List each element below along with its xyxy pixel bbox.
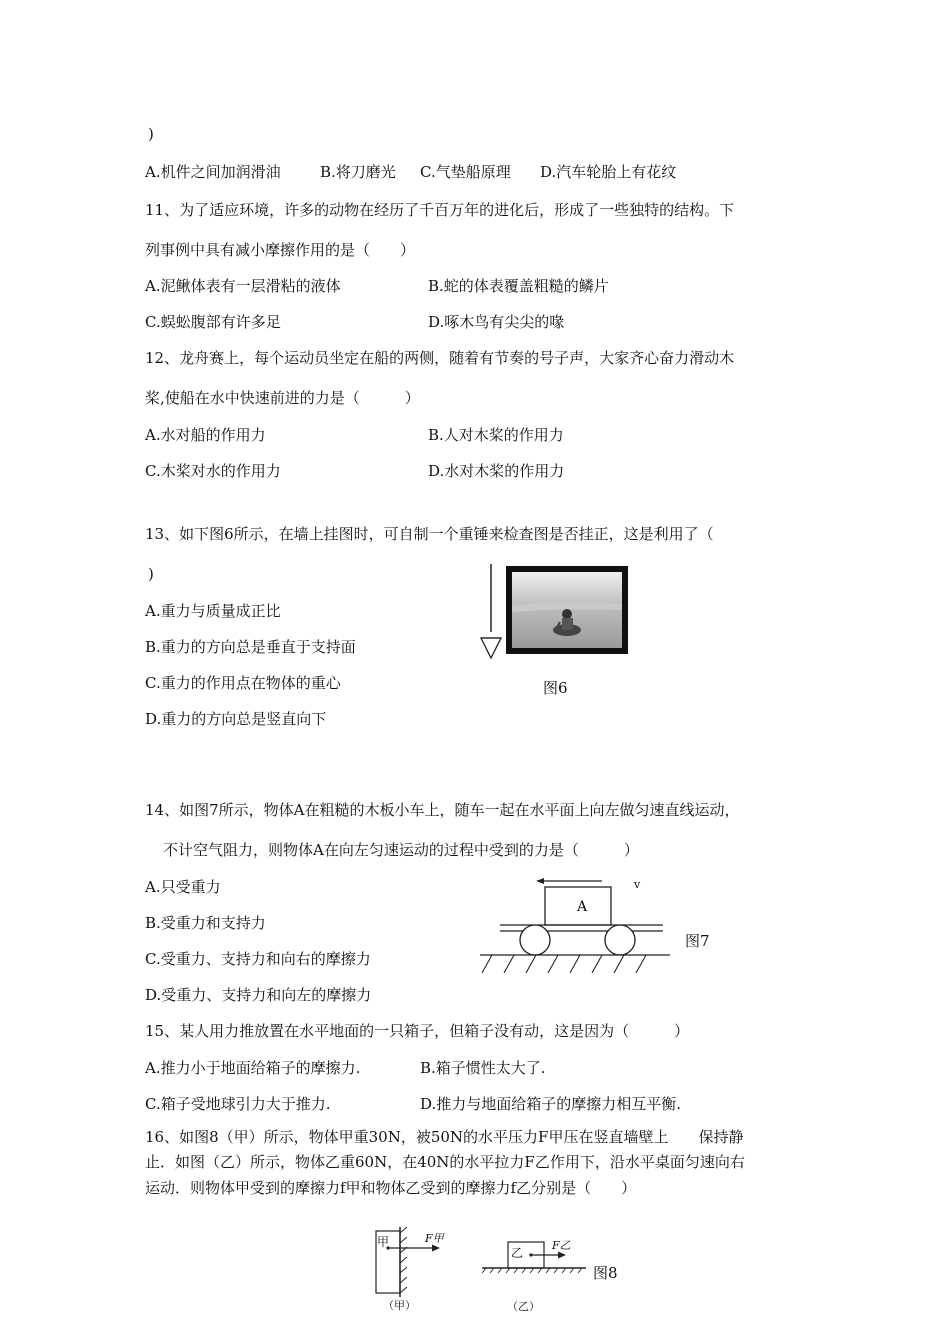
q10-option-c: C.气垫船原理	[420, 163, 511, 181]
q15-option-a: A.推力小于地面给箱子的摩擦力.	[145, 1059, 361, 1077]
q13-stem-line1: 13、如下图6所示，在墙上挂图时，可自制一个重锤来检查图是否挂正，这是利用了（	[145, 525, 714, 543]
q12-stem-line2: 桨,使船在水中快速前进的力是（ ）	[145, 389, 420, 407]
q16-stem-line3: 运动．则物体甲受到的摩擦力f甲和物体乙受到的摩擦力f乙分别是（ ）	[145, 1179, 637, 1197]
figure-8-yi-force-label: F乙	[552, 1239, 571, 1252]
q12-option-c: C.木桨对水的作用力	[145, 462, 281, 480]
q14-option-c: C.受重力、支持力和向右的摩擦力	[145, 950, 371, 968]
figure-8-jia-block-label: 甲	[377, 1235, 390, 1249]
figure-7-block-label: A	[577, 899, 588, 915]
figure-6-caption: 图6	[543, 679, 568, 697]
q10-option-a: A.机件之间加润滑油	[145, 163, 281, 181]
q11-option-c: C.蜈蚣腹部有许多足	[145, 313, 281, 331]
q12-option-b: B.人对木桨的作用力	[428, 426, 564, 444]
figure-7-velocity-label: v	[634, 878, 641, 891]
q15-option-c: C.箱子受地球引力大于推力.	[145, 1095, 331, 1113]
q15-option-d: D.推力与地面给箱子的摩擦力相互平衡.	[420, 1095, 682, 1113]
figure-8-jia-force-label: F甲	[425, 1232, 444, 1245]
q13-option-b: B.重力的方向总是垂直于支持面	[145, 638, 356, 656]
q15-stem-line1: 15、某人用力推放置在水平地面的一只箱子，但箱子没有动，这是因为（ ）	[145, 1022, 690, 1040]
q13-option-a: A.重力与质量成正比	[145, 602, 281, 620]
q12-option-a: A.水对船的作用力	[145, 426, 266, 444]
q16-stem-line1: 16、如图8（甲）所示，物体甲重30N，被50N的水平压力F甲压在竖直墙壁上 保持静	[145, 1128, 744, 1146]
q15-option-b: B.箱子惯性太大了.	[420, 1059, 546, 1077]
q10-option-d: D.汽车轮胎上有花纹	[540, 163, 677, 181]
q14-option-b: B.受重力和支持力	[145, 914, 266, 932]
q12-option-d: D.水对木桨的作用力	[428, 462, 565, 480]
figure-6-plumb-and-picture	[470, 560, 640, 665]
q11-stem-line2: 列事例中具有减小摩擦作用的是（ ）	[145, 241, 416, 259]
figure-8-yi-block-label: 乙	[511, 1246, 524, 1260]
figure-7-cart-diagram	[478, 872, 678, 982]
q13-stem-line2: )	[148, 565, 154, 583]
q14-stem-line2: 不计空气阻力，则物体A在向左匀速运动的过程中受到的力是（ ）	[163, 841, 639, 859]
q11-option-b: B.蛇的体表覆盖粗糙的鳞片	[428, 277, 609, 295]
q14-option-a: A.只受重力	[145, 878, 221, 896]
q13-option-d: D.重力的方向总是竖直向下	[145, 710, 327, 728]
figure-7-caption: 图7	[685, 932, 710, 950]
figure-8-yi-diagram	[478, 1230, 593, 1280]
q11-option-a: A.泥鳅体表有一层滑粘的液体	[145, 277, 341, 295]
q14-option-d: D.受重力、支持力和向左的摩擦力	[145, 986, 372, 1004]
figure-8-caption: 图8	[593, 1264, 618, 1282]
figure-8-yi-label: （乙）	[507, 1300, 540, 1313]
q12-stem-line1: 12、龙舟赛上，每个运动员坐定在船的两侧，随着有节奏的号子声，大家齐心奋力滑动木	[145, 349, 735, 367]
q13-option-c: C.重力的作用点在物体的重心	[145, 674, 341, 692]
q10-option-b: B.将刀磨光	[320, 163, 396, 181]
q14-stem-line1: 14、如图7所示，物体A在粗糙的木板小车上，随车一起在水平面上向左做匀速直线运动，	[145, 801, 740, 819]
q16-stem-line2: 止．如图（乙）所示，物体乙重60N，在40N的水平拉力F乙作用下，沿水平桌面匀速向右	[145, 1153, 745, 1171]
q11-option-d: D.啄木鸟有尖尖的喙	[428, 313, 565, 331]
figure-8-jia-label: （甲）	[383, 1299, 416, 1312]
q11-stem-line1: 11、为了适应环境，许多的动物在经历了千百万年的进化后，形成了一些独特的结构。下	[145, 201, 735, 219]
q10-tail: )	[148, 125, 154, 143]
